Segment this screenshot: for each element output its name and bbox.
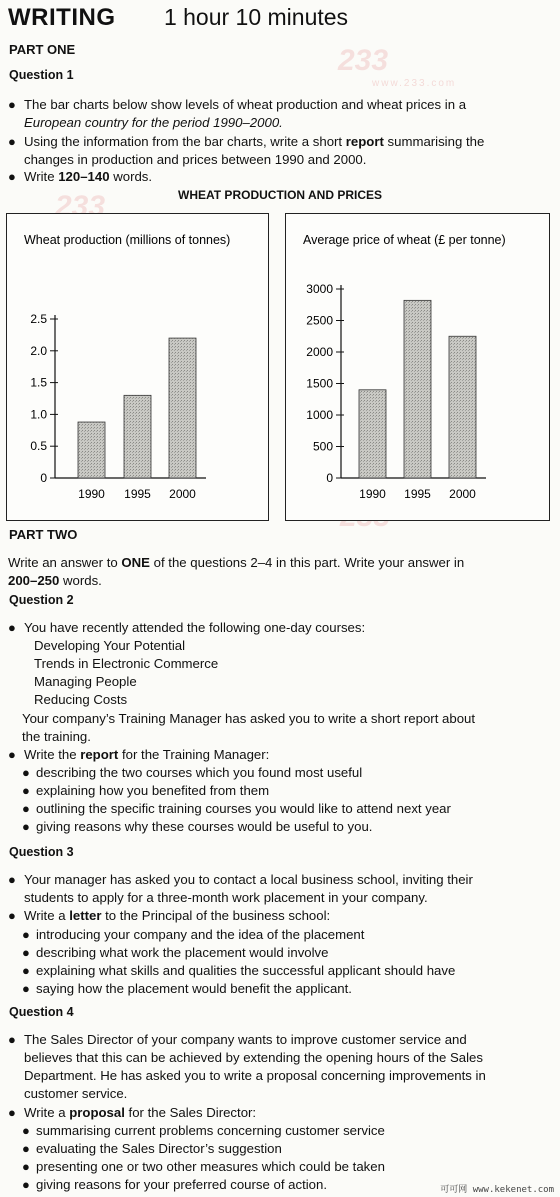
question-4-heading: Question 4 xyxy=(9,1005,74,1019)
bullet-icon: ● xyxy=(8,1105,16,1120)
bullet-icon: ● xyxy=(22,1177,30,1192)
bullet-icon: ● xyxy=(22,819,30,834)
bar-2000 xyxy=(169,338,196,478)
bullet-icon: ● xyxy=(8,872,16,887)
bullet-icon: ● xyxy=(22,801,30,816)
footer-source: 可可网 www.kekenet.com xyxy=(440,1185,554,1195)
x-tick-label: 1995 xyxy=(124,487,151,501)
y-tick-label: 1.0 xyxy=(30,407,47,422)
course-item: Reducing Costs xyxy=(34,692,128,707)
y-tick-label: 1.5 xyxy=(30,375,47,390)
x-tick-label: 2000 xyxy=(449,487,476,501)
bar-1995 xyxy=(124,395,151,478)
bullet-icon: ● xyxy=(22,927,30,942)
bullet-icon: ● xyxy=(22,981,30,996)
wheat-price-chart-svg xyxy=(286,214,549,520)
question-1-heading: Question 1 xyxy=(9,68,74,82)
chart-title: Wheat production (millions of tonnes) xyxy=(24,233,231,247)
bullet-icon: ● xyxy=(22,783,30,798)
bullet-icon: ● xyxy=(22,1159,30,1174)
y-tick-label: 500 xyxy=(312,439,333,454)
y-tick-label: 2000 xyxy=(306,345,333,359)
y-tick-label: 1500 xyxy=(306,376,333,391)
x-tick-label: 1990 xyxy=(359,487,386,501)
course-item: Trends in Electronic Commerce xyxy=(34,656,219,671)
wheat-production-chart-svg xyxy=(7,214,268,520)
charts-heading: WHEAT PRODUCTION AND PRICES xyxy=(178,188,382,202)
bullet-icon: ● xyxy=(22,765,30,780)
y-tick-label: 2500 xyxy=(306,313,333,328)
exam-page: 233 www.233.com 233 WRITING 1 hour 10 minutes PART ONE Question 1 ● The bar charts below show levels of wheat production and wheat prices in a European country for the period 1990–2000. ● Using the information from the bar charts, write a short report summarising the changes in production and prices between 1990 and 2000. ● Write 120–140 words. WHEAT PRODUCTION AND PRICES Wheat production (millions of tonnes) 0 0.5 1.0 1.5 2.0 2.5 1990 1995 2000 Average price of wheat (£ per tonne) 0 500 1000 1500 2000 2500 3000 1990 1995 2000 PART TWO Write an answer to ONE of the questions 2–4 in this part. Write your answer in 200–250 words. Question 2 ● You have recently attended the following one-day courses: Developing Your Potential Trends in Electronic Commerce Managing People Reducing Costs Your company’s Training Manager has asked you to write a short report about the training. ● Write the report for the Training Manager: ● describing the two courses which you found most useful ● explaining how you benefited from them ● outlining the specific training courses you would like to attend next year ● giving reasons why these courses would be useful to you. Question 3 ● Your manager has asked you to contact a local business school, inviting their students to apply for a three-month work placement in your company. ● Write a letter to the Principal of the business school: ● introducing your company and the idea of the placement ● describing what work the placement would involve ● explaining what skills and qualities the successful applicant should have ● saying how the placement would benefit the applicant. Question 4 ● The Sales Director of your company wants to improve customer service and believes that this can be achieved by extending the opening hours of the Sales Department. He has asked you to write a proposal concerning improvements in customer service. ● Write a proposal for the Sales Director: ● summarising current problems concerning customer service ● evaluating the Sales Director’s suggestion ● presenting one or two other measures which could be taken ● giving reasons for your preferred course of action. 可可网 www.kekenet.com xyxy=(0,0,560,1197)
page-header xyxy=(8,4,348,32)
bullet-icon: ● xyxy=(8,908,16,923)
y-tick-label: 0 xyxy=(326,471,333,485)
x-tick-label: 1995 xyxy=(404,487,431,501)
bullet-icon: ● xyxy=(8,169,16,184)
question-2-heading: Question 2 xyxy=(9,593,74,607)
watermark-logo: 233 xyxy=(55,190,106,223)
y-tick-label: 1000 xyxy=(306,408,333,422)
bullet-icon: ● xyxy=(8,1032,16,1047)
y-tick-label: 2.5 xyxy=(30,312,47,326)
watermark-url: www.233.com xyxy=(372,78,457,89)
bar-1990 xyxy=(359,390,386,478)
x-tick-label: 2000 xyxy=(169,487,196,501)
bullet-icon: ● xyxy=(22,963,30,978)
bar-1995 xyxy=(404,300,431,478)
bullet-icon: ● xyxy=(8,134,16,149)
y-tick-label: 2.0 xyxy=(30,343,47,358)
bullet-icon: ● xyxy=(8,747,16,762)
time-allowed: 1 hour 10 minutes xyxy=(163,4,349,30)
course-item: Developing Your Potential xyxy=(34,638,186,653)
bar-1990 xyxy=(78,422,105,478)
part-two-instructions: Write an answer to ONE of the questions 2–4 in this part. Write your answer in 200–250 words. xyxy=(8,555,465,588)
bullet-icon: ● xyxy=(8,620,16,635)
watermark-logo: 233 xyxy=(338,44,389,77)
wheat-production-chart xyxy=(6,213,269,521)
bullet-icon: ● xyxy=(8,97,16,112)
y-tick-label: 0 xyxy=(40,471,47,485)
chart-title: Average price of wheat (£ per tonne) xyxy=(303,233,506,247)
part-two-heading: PART TWO xyxy=(9,527,78,542)
question-3-heading: Question 3 xyxy=(9,845,74,859)
part-one-heading: PART ONE xyxy=(9,42,76,57)
y-tick-label: 0.5 xyxy=(30,439,47,454)
bar-2000 xyxy=(449,336,476,478)
page-title: WRITING xyxy=(8,4,116,31)
wheat-price-chart xyxy=(285,213,550,521)
bullet-icon: ● xyxy=(22,1141,30,1156)
bullet-icon: ● xyxy=(22,945,30,960)
y-tick-label: 3000 xyxy=(306,282,333,296)
x-tick-label: 1990 xyxy=(78,487,105,501)
q2-paragraph: Your company’s Training Manager has asked you to write a short report about the training. xyxy=(22,711,476,744)
bullet-icon: ● xyxy=(22,1123,30,1138)
course-item: Managing People xyxy=(34,674,137,689)
